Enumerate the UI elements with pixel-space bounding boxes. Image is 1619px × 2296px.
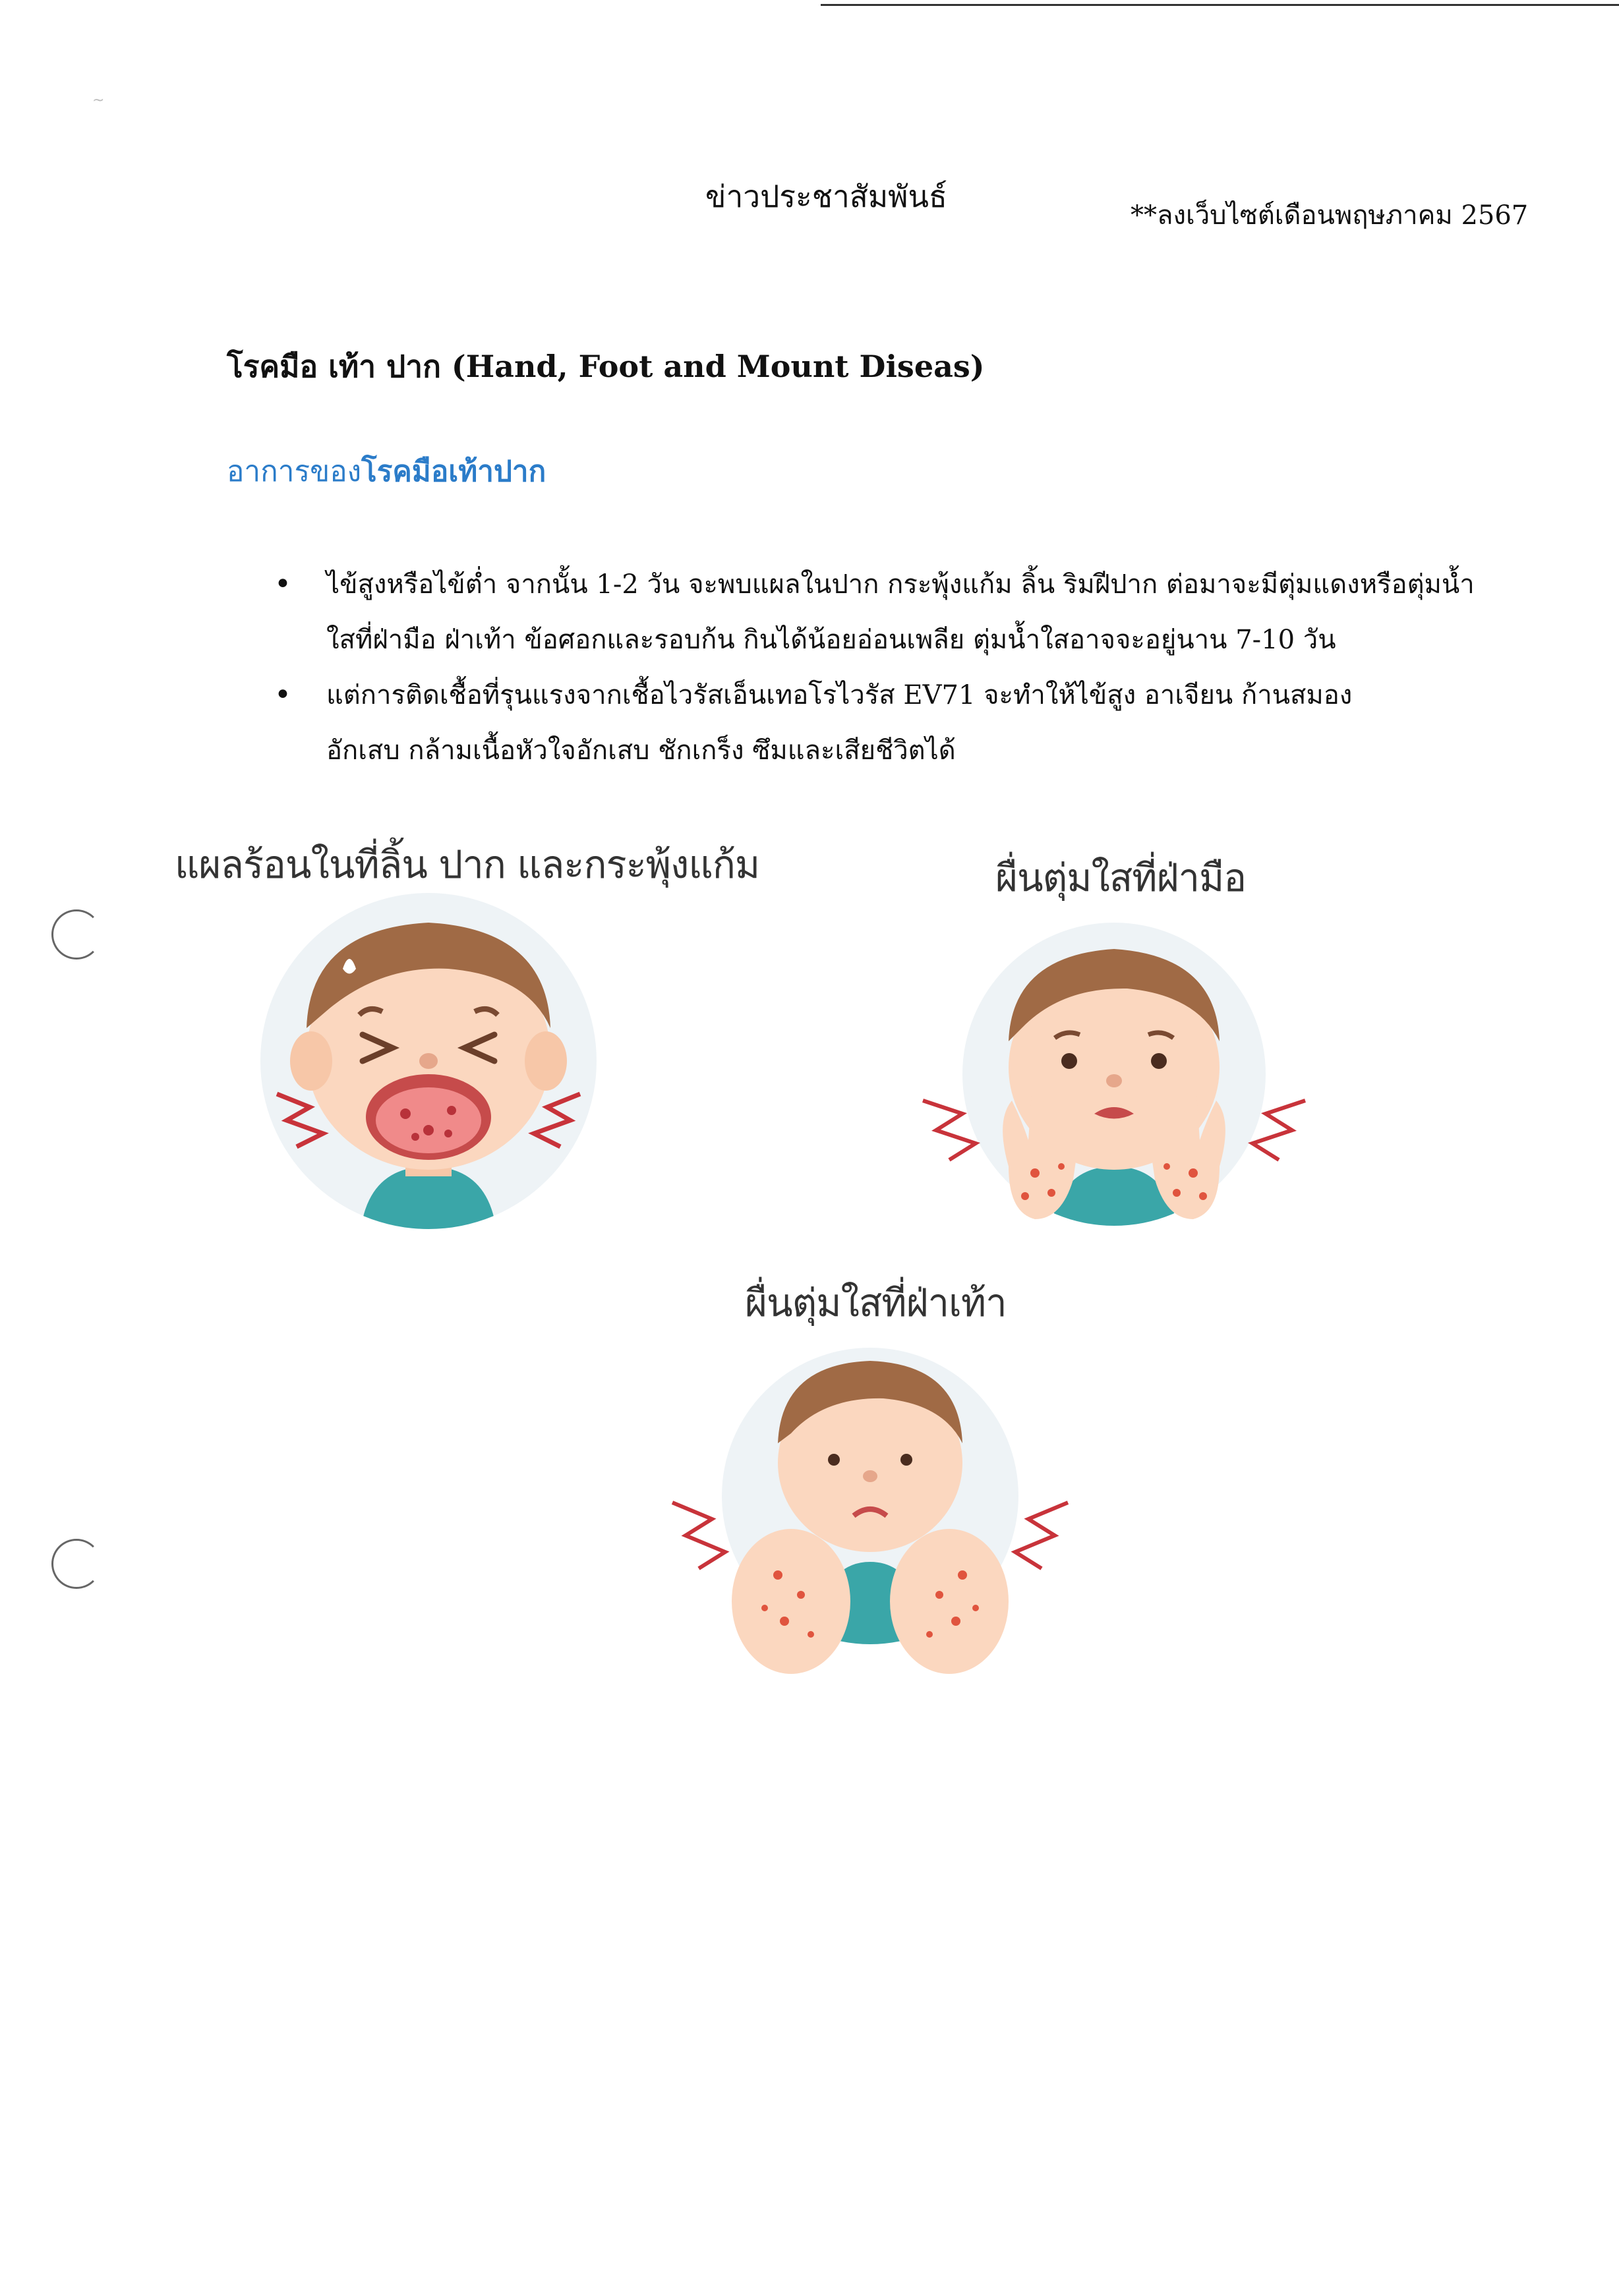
- illustration-caption-mouth: แผลร้อนในที่ลิ้น ปาก และกระพุ้งแก้ม: [175, 842, 760, 887]
- section-heading: [227, 448, 546, 494]
- bullet-icon: •: [274, 567, 291, 601]
- child-foot-rash-icon: [659, 1325, 1081, 1680]
- document-title: โรคมือ เท้า ปาก (Hand, Foot and Mount Diseas): [227, 349, 985, 384]
- symptom-list: [270, 557, 1562, 778]
- list-item-line: ใสที่ฝ่ามือ ฝ่าเท้า ข้อศอกและรอบก้น กินได้น้อยอ่อนเพลีย ตุ่มน้ำใสอาจจะอยู่นาน 7-10 วัน: [326, 625, 1336, 655]
- list-item: [270, 557, 1562, 668]
- website-post-note: **ลงเว็บไซต์เดือนพฤษภาคม 2567: [1131, 200, 1529, 231]
- illustration-caption-hand: ผื่นตุ่มใสที่ฝ่ามือ: [995, 855, 1247, 900]
- punch-hole-bottom: [51, 1539, 102, 1589]
- list-item-line: ไข้สูงหรือไข้ต่ำ จากนั้น 1-2 วัน จะพบแผลในปาก กระพุ้งแก้ม ลิ้น ริมฝีปาก ต่อมาจะมีตุ่มแดงหรือตุ่มน้ำ: [326, 569, 1475, 600]
- section-heading-prefix: อาการของ: [227, 455, 362, 488]
- list-item-line: อักเสบ กล้ามเนื้อหัวใจอักเสบ ชักเกร็ง ซึมและเสียชีวิตได้: [326, 735, 956, 766]
- child-mouth-sores-icon: [250, 876, 606, 1246]
- child-hand-rash-icon: [897, 903, 1332, 1252]
- list-item-line: แต่การติดเชื้อที่รุนแรงจากเชื้อไวรัสเอ็นเทอโรไวรัส EV71 จะทำให้ไข้สูง อาเจียน ก้านสมอง: [326, 680, 1353, 710]
- top-border-line: [821, 4, 1619, 6]
- list-item: [270, 668, 1562, 778]
- section-heading-emphasis: โรคมือเท้าปาก: [361, 455, 546, 488]
- bullet-icon: •: [274, 678, 291, 712]
- document-type-label: ข่าวประชาสัมพันธ์: [705, 179, 948, 214]
- punch-hole-top: [51, 909, 102, 960]
- scan-mark: ~: [92, 92, 105, 109]
- illustration-caption-foot: ผื่นตุ่มใสที่ฝ่าเท้า: [745, 1280, 1007, 1325]
